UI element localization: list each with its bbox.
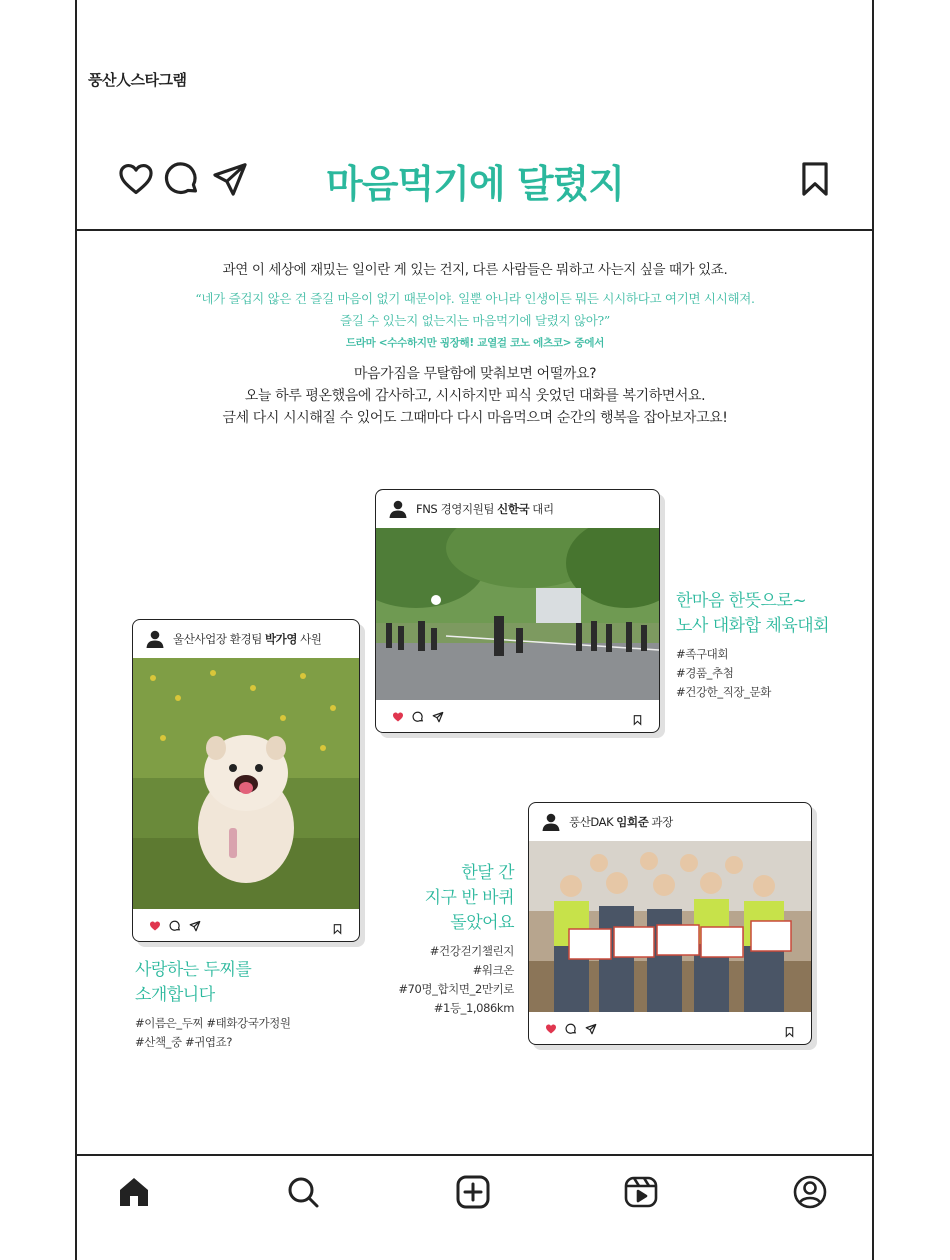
caption-line: 한달 간 xyxy=(461,863,514,883)
post-header xyxy=(133,620,359,658)
brand-name: 풍산人스타그램 xyxy=(88,71,187,89)
like-icon[interactable] xyxy=(149,920,161,932)
author-rank: 사원 xyxy=(300,632,322,646)
quote-line: “네가 즐겁지 않은 건 즐길 마음이 없기 때문이야. 일뿐 아니라 인생이든 뭐든 시시하다고 여기면 시시해져. xyxy=(195,291,755,306)
hashtags-walking xyxy=(360,942,514,1018)
hashtag[interactable]: #산책_중 #귀엽죠? xyxy=(135,1035,233,1049)
hashtag[interactable]: #건강걷기챌린지 xyxy=(429,944,514,958)
author-team: 풍산DAK xyxy=(569,815,614,829)
caption-title-walking xyxy=(380,861,514,936)
add-post-icon[interactable] xyxy=(455,1174,491,1210)
like-icon[interactable] xyxy=(392,711,404,723)
caption-line: 지구 반 바퀴 xyxy=(424,888,514,908)
send-icon[interactable] xyxy=(585,1023,597,1035)
author-name: 신한국 xyxy=(497,502,530,516)
bookmark-icon[interactable] xyxy=(332,920,343,932)
hashtags-dog xyxy=(135,1014,291,1052)
page-title: 마음먹기에 달렸지 xyxy=(326,162,624,206)
home-icon[interactable] xyxy=(116,1174,152,1210)
search-icon[interactable] xyxy=(285,1174,321,1210)
user-icon xyxy=(145,630,165,648)
quote-source: 드라마 <수수하지만 굉장해! 교열걸 코노 에츠코> 중에서 xyxy=(345,337,605,349)
hashtag[interactable]: #건강한_직장_문화 xyxy=(676,685,771,699)
comment-icon[interactable] xyxy=(169,920,181,932)
hashtag[interactable]: #족구대회 xyxy=(676,647,729,661)
post-header xyxy=(529,803,811,841)
caption-title-sports xyxy=(676,589,829,639)
drama-quote xyxy=(0,288,950,332)
intro-text: 과연 이 세상에 재밌는 일이란 게 있는 건지, 다른 사람들은 뭐하고 사는지 싶을 때가 있죠. xyxy=(222,262,728,278)
author-team: FNS 경영지원팀 xyxy=(416,502,495,516)
caption-line: 한마음 한뜻으로~ xyxy=(676,591,807,611)
hashtag[interactable]: #70명_합치면_2만키로 xyxy=(398,982,514,996)
caption-line: 노사 대화합 체육대회 xyxy=(676,616,830,636)
caption-line: 소개합니다 xyxy=(135,985,215,1005)
post-card-walking[interactable] xyxy=(528,802,812,1045)
send-icon[interactable] xyxy=(189,920,201,932)
hashtag[interactable]: #워크온 xyxy=(472,963,514,977)
header-divider xyxy=(75,229,873,231)
hashtags-sports xyxy=(676,645,771,702)
user-icon xyxy=(388,500,408,518)
message-line: 마음가짐을 무탈함에 맞춰보면 어떨까요? xyxy=(353,366,597,382)
quote-line: 즐길 수 있는지 없는지는 마음먹기에 달렸지 않아?” xyxy=(339,313,611,328)
author-name: 박가영 xyxy=(264,632,298,646)
author-team: 울산사업장 환경팀 xyxy=(173,632,262,646)
author-rank: 과장 xyxy=(651,815,673,829)
bookmark-icon[interactable] xyxy=(784,1023,795,1035)
hashtag[interactable]: #경품_추첨 xyxy=(676,666,734,680)
comment-icon[interactable] xyxy=(565,1023,577,1035)
message-line: 오늘 하루 평온했음에 감사하고, 시시하지만 피식 웃었던 대화를 복기하면서요. xyxy=(244,388,706,404)
reels-icon[interactable] xyxy=(623,1174,659,1210)
nav-divider xyxy=(75,1154,873,1156)
like-icon[interactable] xyxy=(545,1023,557,1035)
profile-icon[interactable] xyxy=(792,1174,828,1210)
comment-icon[interactable] xyxy=(412,711,424,723)
bookmark-icon[interactable] xyxy=(632,711,643,723)
caption-line: 사랑하는 두찌를 xyxy=(135,960,252,980)
caption-title-dog xyxy=(135,958,251,1008)
hashtag[interactable]: #이름은_두찌 #태화강국가정원 xyxy=(135,1016,291,1030)
closing-message xyxy=(0,363,950,429)
post-photo-walking xyxy=(529,841,811,1012)
user-icon xyxy=(541,813,561,831)
author-rank: 대리 xyxy=(532,502,554,516)
caption-line: 돌았어요 xyxy=(450,913,514,933)
post-header xyxy=(376,490,659,528)
post-card-dog[interactable] xyxy=(132,619,360,942)
post-card-sports[interactable] xyxy=(375,489,660,733)
post-actions xyxy=(376,702,659,732)
message-line: 금세 다시 시시해질 수 있어도 그때마다 다시 마음먹으며 순간의 행복을 잡아보자고요! xyxy=(222,410,728,426)
author-name: 임희준 xyxy=(616,815,649,829)
post-actions xyxy=(133,911,359,941)
hashtag[interactable]: #1등_1,086km xyxy=(433,1001,514,1015)
post-photo-dog xyxy=(133,658,359,909)
send-icon[interactable] xyxy=(432,711,444,723)
post-photo-sports xyxy=(376,528,659,700)
post-actions xyxy=(529,1014,811,1044)
